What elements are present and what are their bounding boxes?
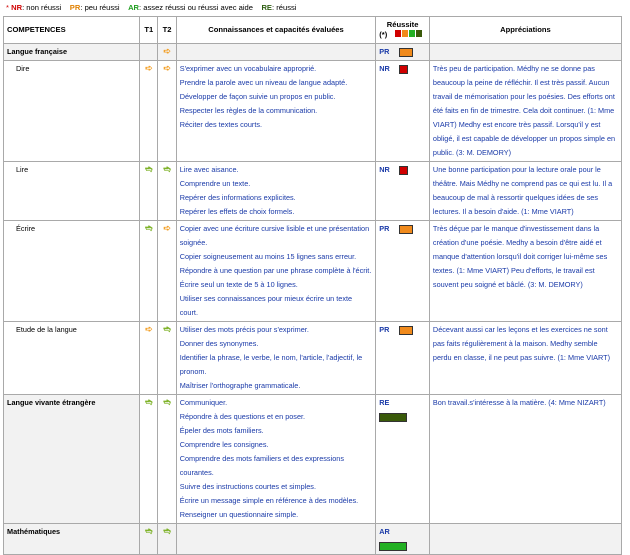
- level-bar: [399, 166, 408, 175]
- row-langue-vivante: [4, 395, 622, 524]
- reussite-cell: [376, 524, 430, 555]
- header-reussite: [376, 17, 430, 44]
- skill-item: Utiliser ses connaissances pour mieux écrire un texte court.: [179, 294, 353, 317]
- legend-key-nr: NR: [11, 3, 23, 12]
- level-badge: PR: [379, 224, 390, 233]
- skill-item: Épeler des mots familiers.: [179, 426, 264, 435]
- t2-arrow-icon: ➬: [163, 397, 171, 407]
- competence-label: Dire: [4, 61, 140, 162]
- legend-key-pr: PR: [69, 3, 81, 12]
- skill-item: Développer de façon suivie un propos en public.: [179, 92, 336, 101]
- reussite-cell: [376, 395, 430, 524]
- level-bar: [379, 413, 407, 422]
- appreciation: Décevant aussi car les leçons et les exercices ne sont pas faits régulièrement à la maison. Medhy semble perdu en classe, il ne peut pas suivre. (1: Mme VIART): [429, 322, 621, 395]
- skill-item: Utiliser des mots précis pour s'exprimer.: [179, 325, 309, 334]
- competence-label: Langue française: [4, 44, 140, 61]
- t1-arrow-icon: ➬: [145, 164, 153, 174]
- scale-ar-swatch: [409, 30, 415, 37]
- appreciation: Très peu de participation. Médhy ne se donne pas beaucoup la peine de réfléchir. Il est très passif. Aucun travail de mémorisation pour les poésies. Des efforts ont été faits en fin de trimestre. Cela doit continuer. (1: Mme VIART) Medhy est encore très passif. Lorsqu'il y est obligé, il est capable de développer un propos simple en public. (3: M. DEMORY): [429, 61, 621, 162]
- t1-arrow-icon: ➬: [145, 526, 153, 536]
- appreciation: Bon travail.s'intéresse à la matière. (4: Mme NIZART): [429, 395, 621, 524]
- reussite-cell: [376, 162, 430, 221]
- legend-text-pr: : peu réussi: [80, 3, 120, 12]
- header-t1: T1: [140, 17, 158, 44]
- competence-label: Mathématiques: [4, 524, 140, 555]
- appreciation: Très déçue par le manque d'investissement dans la création d'une poésie. Medhy a besoin d'être aidé et manque d'attention lorsqu'il doit corriger lui-même ses textes. (1: Mme VIART) Peu d'efforts, le travail est souvent peu soigné et bâclé. (3: M. DEMORY): [429, 221, 621, 322]
- skill-item: Repérer des informations explicites.: [179, 193, 296, 202]
- t2-arrow-icon: ➪: [163, 223, 171, 233]
- scale-nr-swatch: [395, 30, 401, 37]
- report-table: [3, 16, 622, 555]
- t2-arrow-icon: ➪: [163, 46, 171, 56]
- skill-item: Comprendre un texte.: [179, 179, 251, 188]
- reussite-cell: [376, 61, 430, 162]
- level-bar: [399, 326, 413, 335]
- t2-arrow-icon: ➬: [163, 526, 171, 536]
- t2-arrow-icon: ➬: [163, 324, 171, 334]
- legend-text-nr: : non réussi: [22, 3, 62, 12]
- skills-cell: [176, 61, 376, 162]
- competence-label: Etude de la langue: [4, 322, 140, 395]
- legend-text-re: : réussi: [272, 3, 297, 12]
- skill-item: Respecter les règles de la communication.: [179, 106, 318, 115]
- skills-cell: [176, 322, 376, 395]
- skill-item: Comprendre des mots familiers et des expressions courantes.: [179, 454, 344, 477]
- competence-label: Écrire: [4, 221, 140, 322]
- header-competences: COMPETENCES: [4, 17, 140, 44]
- t1-arrow-icon: ➬: [145, 397, 153, 407]
- skill-item: Donner des synonymes.: [179, 339, 259, 348]
- legend-key-ar: AR: [128, 3, 140, 12]
- t1-arrow-icon: ➪: [145, 63, 153, 73]
- t2-arrow-icon: ➬: [163, 164, 171, 174]
- header-appreciations: Appréciations: [429, 17, 621, 44]
- skill-item: Suivre des instructions courtes et simples.: [179, 482, 316, 491]
- level-badge: NR: [379, 64, 390, 73]
- t2-arrow-icon: ➪: [163, 63, 171, 73]
- row-lire: [4, 162, 622, 221]
- skill-item: Répondre à des questions et en poser.: [179, 412, 306, 421]
- skill-item: Répondre à une question par une phrase complète à l'écrit.: [179, 266, 372, 275]
- level-bar: [399, 65, 408, 74]
- row-langue-francaise: [4, 44, 622, 61]
- header-reussite-label: Réussite: [386, 20, 419, 29]
- skill-item: S'exprimer avec un vocabulaire approprié.: [179, 64, 317, 73]
- legend-text-ar: : assez réussi ou réussi avec aide: [139, 3, 253, 12]
- header-row: [4, 17, 622, 44]
- level-badge: PR: [379, 325, 390, 334]
- t1-arrow-icon: ➪: [145, 324, 153, 334]
- skills-cell: [176, 221, 376, 322]
- header-t2: T2: [158, 17, 176, 44]
- header-connaissances: Connaissances et capacités évaluées: [176, 17, 376, 44]
- skill-item: Prendre la parole avec un niveau de langue adapté.: [179, 78, 348, 87]
- legend: [6, 3, 297, 12]
- level-badge: PR: [379, 47, 390, 56]
- level-bar: [379, 542, 407, 551]
- scale-re-swatch: [416, 30, 422, 37]
- skill-item: Écrire seul un texte de 5 à 10 lignes.: [179, 280, 298, 289]
- skill-item: Écrire un message simple en référence à des modèles.: [179, 496, 359, 505]
- level-bar: [399, 225, 413, 234]
- level-badge: NR: [379, 165, 390, 174]
- row-dire: [4, 61, 622, 162]
- skill-item: Copier avec une écriture cursive lisible et une présentation soignée.: [179, 224, 370, 247]
- competence-label: Langue vivante étrangère: [4, 395, 140, 524]
- header-reussite-note: (*): [379, 30, 388, 39]
- skill-item: Renseigner un questionnaire simple.: [179, 510, 299, 519]
- reussite-cell: [376, 44, 430, 61]
- t1-arrow-icon: ➬: [145, 223, 153, 233]
- legend-key-re: RE: [261, 3, 273, 12]
- legend-star: *: [6, 3, 9, 12]
- skill-item: Copier soigneusement au moins 15 lignes sans erreur.: [179, 252, 357, 261]
- skill-item: Repérer les effets de choix formels.: [179, 207, 295, 216]
- row-mathematiques: [4, 524, 622, 555]
- skills-cell: [176, 162, 376, 221]
- level-badge: RE: [379, 398, 390, 407]
- skill-item: Communiquer.: [179, 398, 228, 407]
- skill-item: Identifier la phrase, le verbe, le nom, l'article, l'adjectif, le pronom.: [179, 353, 363, 376]
- row-ecrire: [4, 221, 622, 322]
- level-bar: [399, 48, 413, 57]
- skill-item: Comprendre les consignes.: [179, 440, 269, 449]
- skills-cell: [176, 395, 376, 524]
- row-etude-langue: [4, 322, 622, 395]
- skill-item: Lire avec aisance.: [179, 165, 239, 174]
- reussite-scale: [395, 30, 423, 40]
- reussite-cell: [376, 322, 430, 395]
- competence-label: Lire: [4, 162, 140, 221]
- skill-item: Réciter des textes courts.: [179, 120, 263, 129]
- scale-pr-swatch: [402, 30, 408, 37]
- appreciation: Une bonne participation pour la lecture orale pour le théâtre. Mais Médhy ne comprend pas ce qui est lu. Il a beaucoup de mal à ressortir quelques idées de ses lectures. Il a besoin d'aide. (1: Mme VIART): [429, 162, 621, 221]
- level-badge: AR: [379, 527, 390, 536]
- reussite-cell: [376, 221, 430, 322]
- skill-item: Maîtriser l'orthographe grammaticale.: [179, 381, 301, 390]
